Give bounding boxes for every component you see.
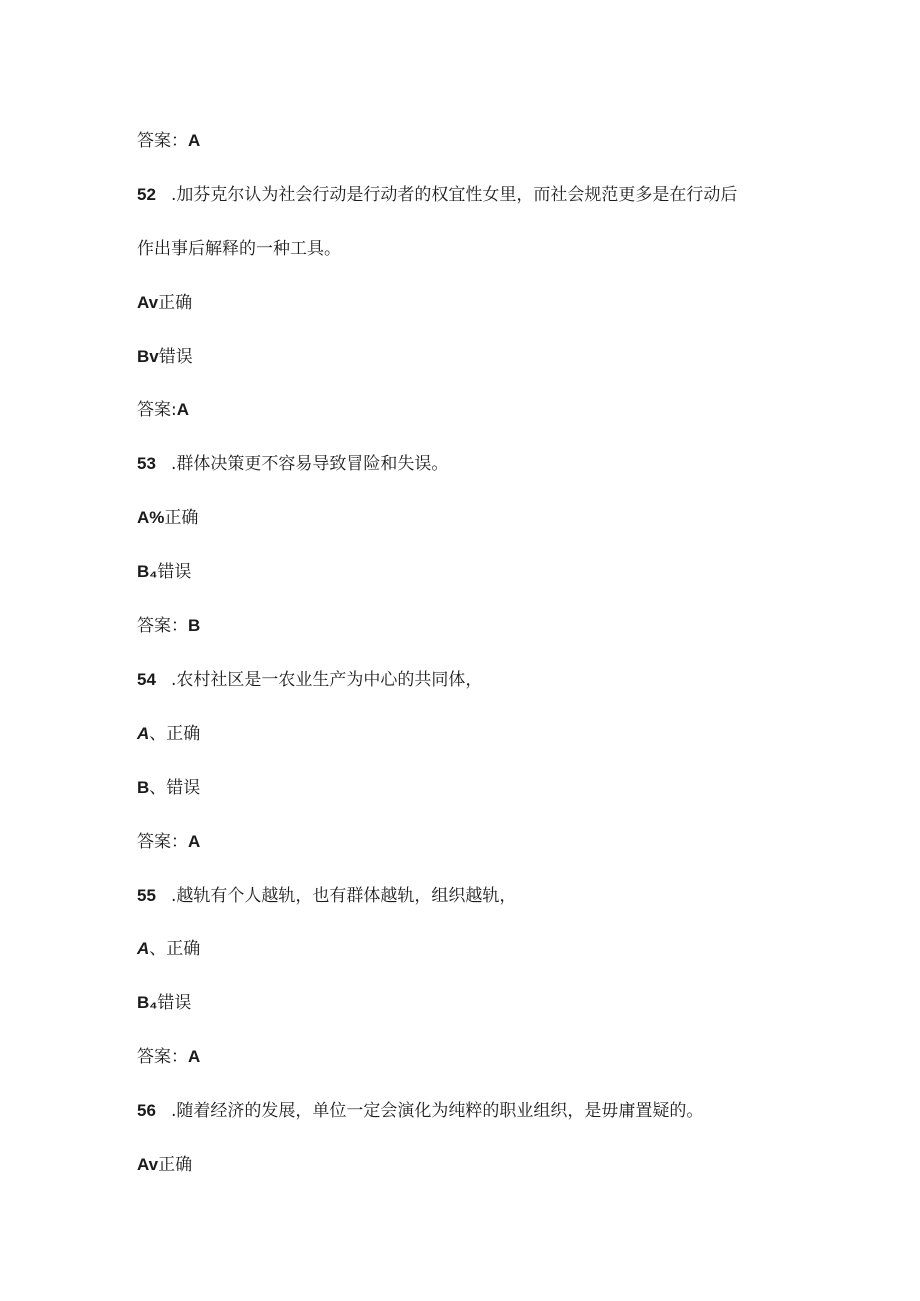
question-text: .农村社区是一农业生产为中心的共同体， [171,670,483,690]
option-text: 错误 [158,347,193,367]
option-letter: Bv [137,347,159,366]
option-text: 正确 [158,293,193,313]
option-letter: Av [137,1155,159,1174]
answer-value: A [188,832,201,851]
answer-label: 答案： [137,131,188,151]
answer-label: 答案: [137,400,177,420]
option-letter: B₄ [137,993,158,1012]
question-53-line-1 [137,452,448,476]
option-text: 错误 [157,993,192,1013]
answer-51 [137,129,200,153]
option-letter: A [137,724,150,743]
option-text: 、错误 [149,778,201,798]
answer-label: 答案： [137,1047,188,1067]
option-text: 正确 [158,1155,193,1175]
question-53-option-b [137,560,191,584]
question-52-option-a [137,291,192,315]
question-text: .加芬克尔认为社会行动是行动者的权宜性女里，而社会规范更多是在行动后 [171,185,738,205]
option-text: 错误 [157,562,192,582]
question-number: 54 [137,670,156,689]
answer-label: 答案： [137,832,188,852]
option-letter: Av [137,293,159,312]
answer-55 [137,1045,200,1069]
option-letter: B₄ [137,562,158,581]
question-52-line-1 [137,183,737,207]
option-text: 、正确 [149,724,201,744]
answer-52 [137,398,189,422]
question-54-line-1 [137,668,482,692]
question-55-option-a [137,937,200,961]
question-56-option-a [137,1153,192,1177]
option-letter: A [137,939,150,958]
question-52-line-2 [137,237,341,261]
answer-label: 答案： [137,616,188,636]
option-letter: A% [137,508,165,527]
answer-54 [137,830,200,854]
answer-value: B [188,616,201,635]
option-text: 正确 [164,508,199,528]
question-text: .越轨有个人越轨，也有群体越轨，组织越轨， [171,886,517,906]
option-text: 、正确 [149,939,201,959]
question-55-line-1 [137,884,516,908]
answer-value: A [176,400,190,419]
question-number: 53 [137,454,156,473]
question-number: 52 [137,185,156,204]
question-56-line-1 [137,1099,703,1123]
question-text: .随着经济的发展，单位一定会演化为纯粹的职业组织，是毋庸置疑的。 [171,1101,704,1121]
question-54-option-b [137,776,200,800]
question-55-option-b [137,991,191,1015]
question-text: .群体决策更不容易导致冒险和失误。 [171,454,449,474]
question-number: 55 [137,886,156,905]
question-number: 56 [137,1101,156,1120]
question-text-continued: 作出事后解释的一种工具。 [137,239,341,259]
question-54-option-a [137,722,200,746]
answer-53 [137,614,200,638]
question-52-option-b [137,345,193,369]
question-53-option-a [137,506,198,530]
option-letter: B [137,778,150,797]
answer-value: A [188,131,201,150]
answer-value: A [188,1047,201,1066]
